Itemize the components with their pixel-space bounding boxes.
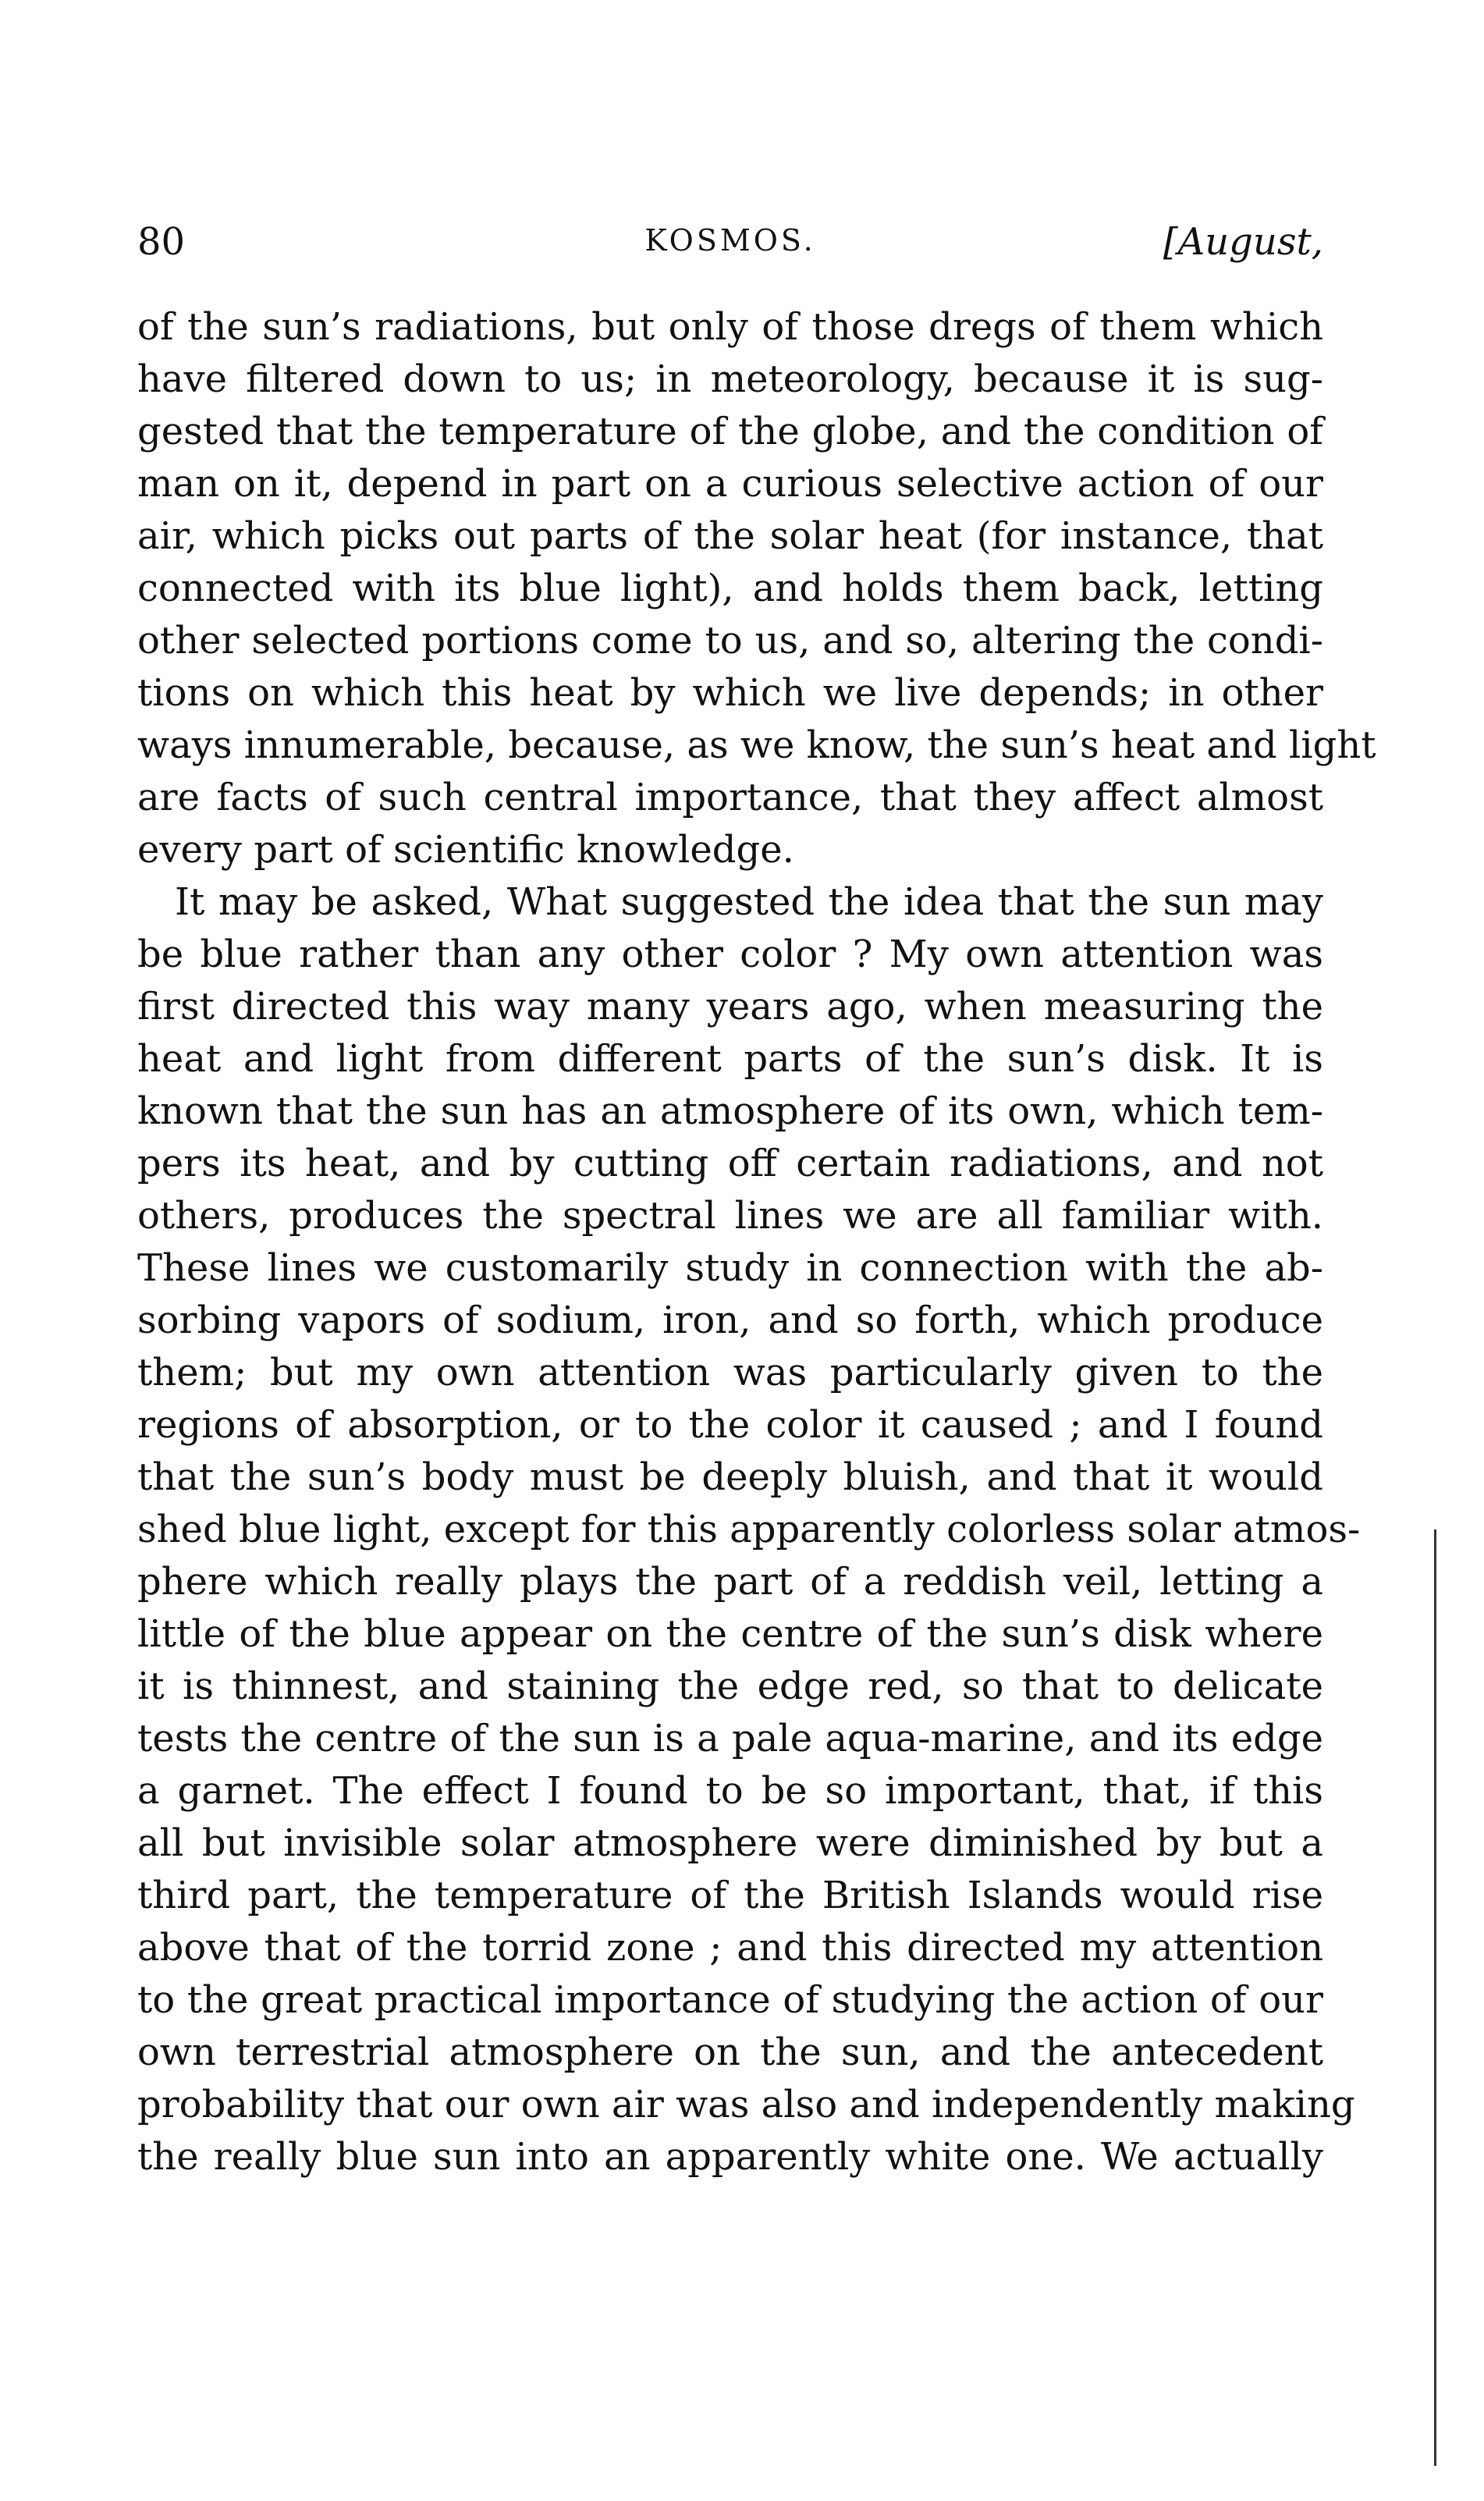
paragraph: [137, 301, 1376, 876]
text-line: all but invisible solar atmosphere were diminished by but a: [137, 1821, 1323, 1865]
text-line: the really blue sun into an apparently white one. We actually: [137, 2135, 1323, 2179]
text-line: probability that our own air was also and independently making: [137, 2083, 1355, 2126]
text-line: little of the blue appear on the centre of the sun’s disk where: [137, 1612, 1323, 1656]
text-line: regions of absorption, or to the color it caused ; and I found: [137, 1403, 1323, 1447]
text-line: tions on which this heat by which we live depends; in other: [137, 671, 1323, 715]
text-line: heat and light from different parts of the sun’s disk. It is: [137, 1037, 1323, 1081]
text-line: third part, the temperature of the British Islands would rise: [137, 1874, 1323, 1917]
text-line: others, produces the spectral lines we are all familiar with.: [137, 1194, 1323, 1238]
text-line: gested that the temperature of the globe, and the condition of: [137, 410, 1323, 453]
text-line: have filtered down to us; in meteorology, because it is sug-: [137, 357, 1323, 401]
paragraph: [137, 876, 1361, 2183]
text-line: air, which picks out parts of the solar heat (for instance, that: [137, 514, 1323, 558]
text-line: them; but my own attention was particularly given to the: [137, 1351, 1323, 1394]
text-line: are facts of such central importance, that they affect almost: [137, 776, 1323, 819]
running-date: [August,: [1163, 220, 1323, 264]
text-line: that the sun’s body must be deeply bluish, and that it would: [137, 1455, 1323, 1499]
running-title: KOSMOS.: [644, 223, 816, 258]
page-edge-shadow: [1434, 1529, 1436, 2466]
text-line: above that of the torrid zone ; and this directed my attention: [137, 1926, 1323, 1970]
text-line: own terrestrial atmosphere on the sun, and the antecedent: [137, 2030, 1323, 2074]
text-line: tests the centre of the sun is a pale aqua-marine, and its edge: [137, 1717, 1323, 1760]
text-line: connected with its blue light), and holds them back, letting: [137, 567, 1323, 610]
text-line: ways innumerable, because, as we know, the sun’s heat and light: [137, 723, 1376, 767]
text-line: sorbing vapors of sodium, iron, and so forth, which produce: [137, 1298, 1323, 1342]
text-line: shed blue light, except for this apparently colorless solar atmos-: [137, 1508, 1361, 1551]
text-line: pers its heat, and by cutting off certain radiations, and not: [137, 1142, 1323, 1185]
text-line: first directed this way many years ago, when measuring the: [137, 985, 1323, 1028]
text-line: It may be asked, What suggested the idea that the sun may: [175, 880, 1323, 924]
text-line: every part of scientific knowledge.: [137, 828, 794, 872]
text-line: of the sun’s radiations, but only of those dregs of them which: [137, 305, 1323, 349]
text-line: other selected portions come to us, and so, altering the condi-: [137, 619, 1323, 663]
page-number: 80: [137, 220, 186, 264]
text-line: be blue rather than any other color ? My own attention was: [137, 933, 1323, 976]
text-line: man on it, depend in part on a curious selective action of our: [137, 462, 1323, 506]
running-header: [137, 220, 1323, 282]
text-line: to the great practical importance of studying the action of our: [137, 1978, 1323, 2022]
text-line: a garnet. The effect I found to be so important, that, if this: [137, 1769, 1323, 1813]
text-line: it is thinnest, and staining the edge red, so that to delicate: [137, 1664, 1323, 1708]
text-line: These lines we customarily study in connection with the ab-: [137, 1246, 1323, 1290]
text-line: known that the sun has an atmosphere of its own, which tem-: [137, 1089, 1323, 1133]
text-line: phere which really plays the part of a reddish veil, letting a: [137, 1560, 1323, 1604]
page-body: [137, 301, 1376, 2183]
